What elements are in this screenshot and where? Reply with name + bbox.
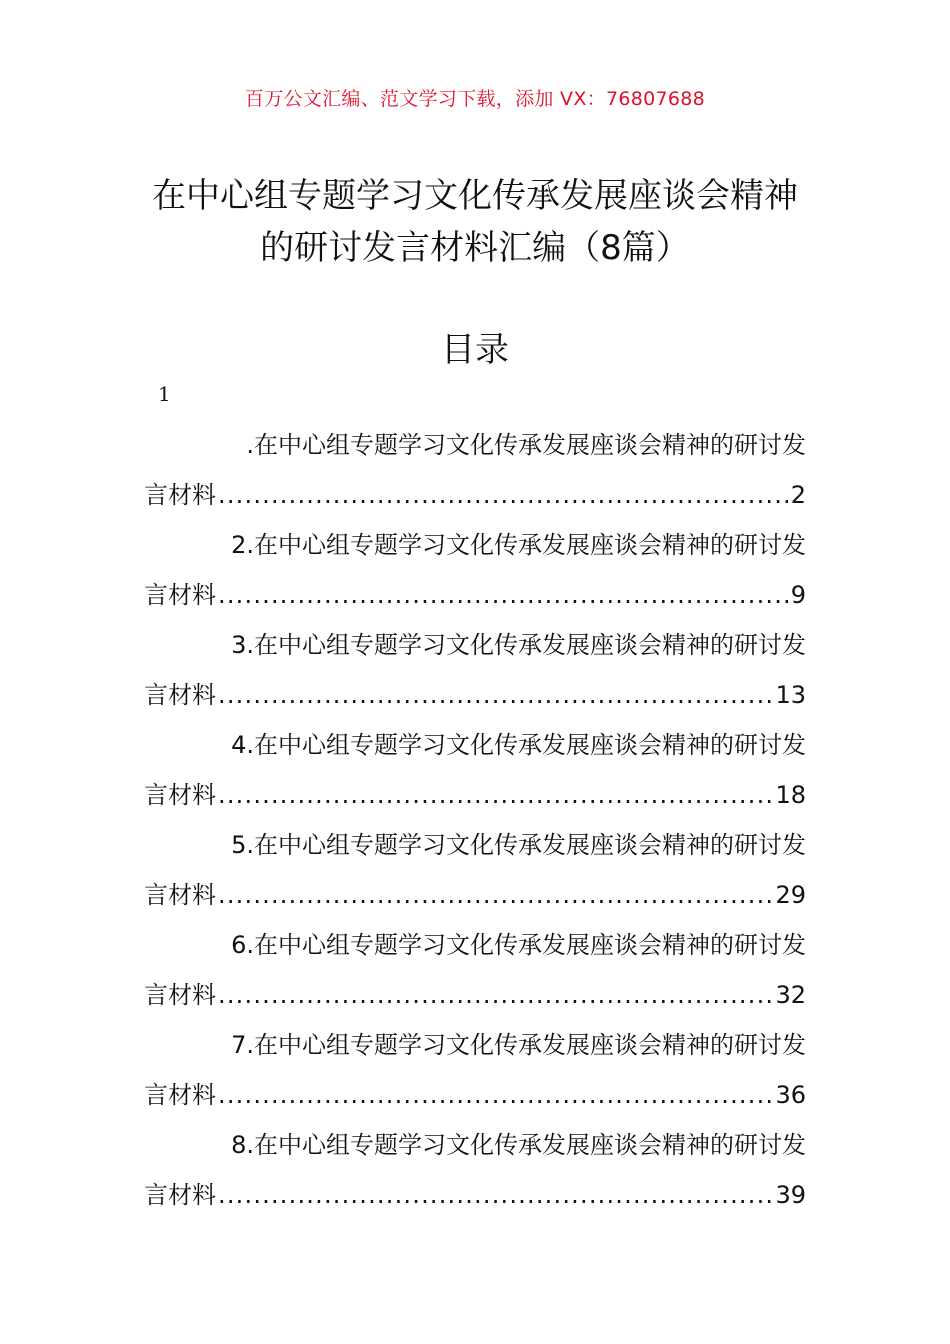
- toc-page-number: 29: [775, 881, 806, 909]
- toc-entry-8[interactable]: [144, 1120, 806, 1220]
- toc-entry-title: 8.在中心组专题学习文化传承发展座谈会精神的研讨发: [231, 1131, 806, 1159]
- toc-entry-title-continued: 言材料: [144, 681, 216, 709]
- document-title: 在中心组专题学习文化传承发展座谈会精神的研讨发言材料汇编（8篇）: [152, 176, 798, 268]
- toc-heading: 目录: [441, 330, 509, 370]
- toc-dot-leader: [218, 870, 773, 920]
- toc-entry-title-continued: 言材料: [144, 881, 216, 909]
- toc-dot-leader: [218, 970, 773, 1020]
- toc-entry-title: 3.在中心组专题学习文化传承发展座谈会精神的研讨发: [231, 631, 806, 659]
- toc-entry-title-continued: 言材料: [144, 481, 216, 509]
- toc-entry-title: 2.在中心组专题学习文化传承发展座谈会精神的研讨发: [231, 531, 806, 559]
- toc-entry-title: 5.在中心组专题学习文化传承发展座谈会精神的研讨发: [231, 831, 806, 859]
- toc-entry-title-continued: 言材料: [144, 781, 216, 809]
- toc-entry-title: 6.在中心组专题学习文化传承发展座谈会精神的研讨发: [231, 931, 806, 959]
- toc-entry-title-continued: 言材料: [144, 1081, 216, 1109]
- toc-dot-leader: [218, 770, 773, 820]
- toc-dot-leader: [218, 1170, 773, 1220]
- toc-entry-4[interactable]: [144, 720, 806, 820]
- header-watermark-note: 百万公文汇编、范文学习下载，添加 VX：76807688: [244, 88, 706, 110]
- toc-entry-6[interactable]: [144, 920, 806, 1020]
- toc-entry-title-continued: 言材料: [144, 981, 216, 1009]
- toc-page-number: 13: [775, 681, 806, 709]
- toc-dot-leader: [218, 670, 773, 720]
- toc-page-number: 2: [790, 481, 806, 509]
- toc-page-number: 36: [775, 1081, 806, 1109]
- toc-entry-title: 7.在中心组专题学习文化传承发展座谈会精神的研讨发: [231, 1031, 806, 1059]
- toc-dot-leader: [218, 470, 789, 520]
- toc-entry-7[interactable]: [144, 1020, 806, 1120]
- toc-page-number: 18: [775, 781, 806, 809]
- toc-entry-title: .在中心组专题学习文化传承发展座谈会精神的研讨发: [246, 431, 806, 459]
- toc-dot-leader: [218, 570, 789, 620]
- toc-list-marker: 1: [158, 382, 171, 406]
- toc-entry-title-continued: 言材料: [144, 1181, 216, 1209]
- toc-dot-leader: [218, 1070, 773, 1120]
- toc-entry-title: 4.在中心组专题学习文化传承发展座谈会精神的研讨发: [231, 731, 806, 759]
- toc-entry-title-continued: 言材料: [144, 581, 216, 609]
- toc-entry-3[interactable]: [144, 620, 806, 720]
- toc-list: [144, 420, 806, 1220]
- toc-entry-2[interactable]: [144, 520, 806, 620]
- toc-entry-1[interactable]: [144, 420, 806, 520]
- toc-page-number: 9: [790, 581, 806, 609]
- toc-page-number: 32: [775, 981, 806, 1009]
- toc-page-number: 39: [775, 1181, 806, 1209]
- toc-entry-5[interactable]: [144, 820, 806, 920]
